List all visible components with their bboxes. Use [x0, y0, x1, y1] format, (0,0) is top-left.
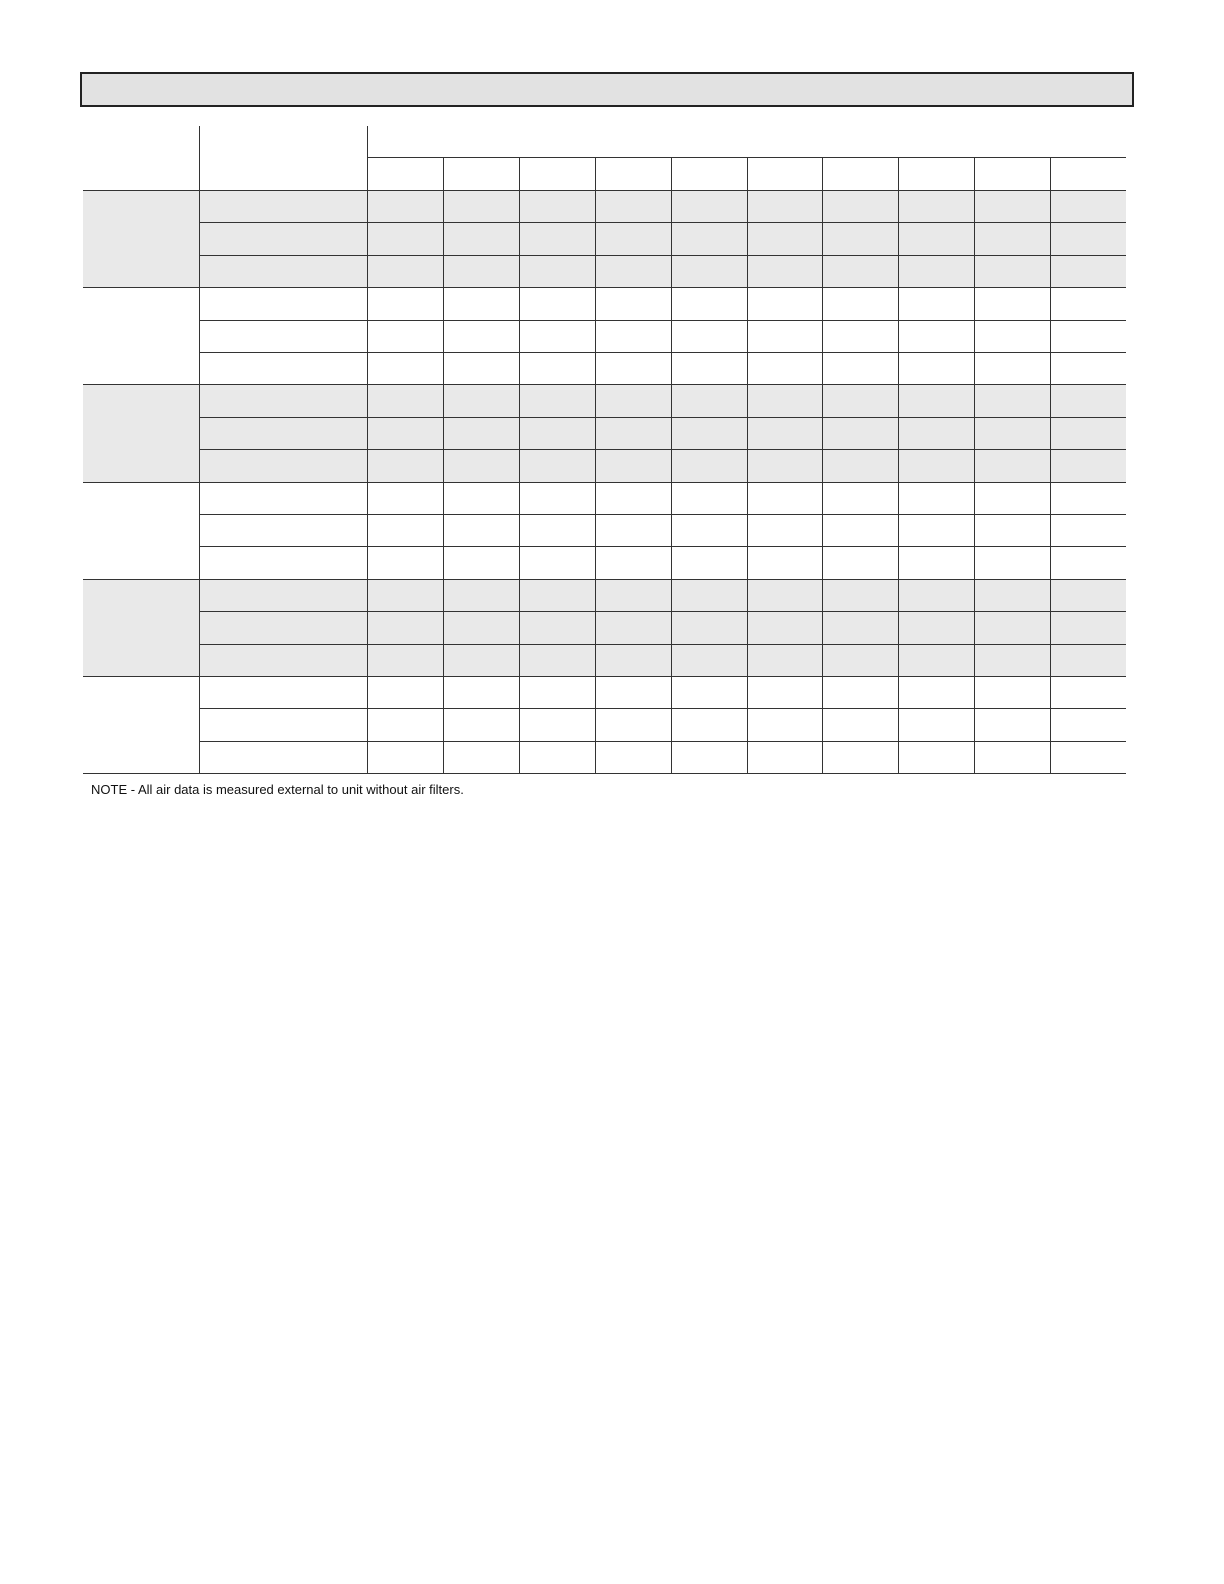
column-rule	[367, 126, 368, 773]
group-rule	[83, 676, 1126, 677]
shaded-row-group	[83, 190, 1126, 287]
row-rule	[199, 644, 1126, 645]
row-rule	[199, 222, 1126, 223]
row-rule	[199, 546, 1126, 547]
data-column-rule	[1050, 157, 1051, 773]
data-column-rule	[595, 157, 596, 773]
row-rule	[199, 255, 1126, 256]
shaded-row-group	[83, 579, 1126, 676]
group-rule	[83, 579, 1126, 580]
group-rule	[83, 773, 1126, 774]
row-rule	[199, 514, 1126, 515]
row-rule	[199, 417, 1126, 418]
row-rule	[199, 449, 1126, 450]
row-rule	[199, 320, 1126, 321]
group-rule	[83, 384, 1126, 385]
row-rule	[199, 708, 1126, 709]
row-rule	[199, 611, 1126, 612]
group-rule	[83, 190, 1126, 191]
group-rule	[83, 287, 1126, 288]
data-column-rule	[898, 157, 899, 773]
data-column-rule	[443, 157, 444, 773]
data-column-rule	[519, 157, 520, 773]
group-rule	[83, 482, 1126, 483]
data-column-rule	[671, 157, 672, 773]
row-rule	[199, 352, 1126, 353]
row-rule	[199, 741, 1126, 742]
column-rule	[199, 126, 200, 773]
table-note: NOTE - All air data is measured external to unit without air filters.	[91, 782, 464, 797]
data-column-rule	[974, 157, 975, 773]
data-column-rule	[747, 157, 748, 773]
data-column-rule	[822, 157, 823, 773]
shaded-row-group	[83, 384, 1126, 481]
